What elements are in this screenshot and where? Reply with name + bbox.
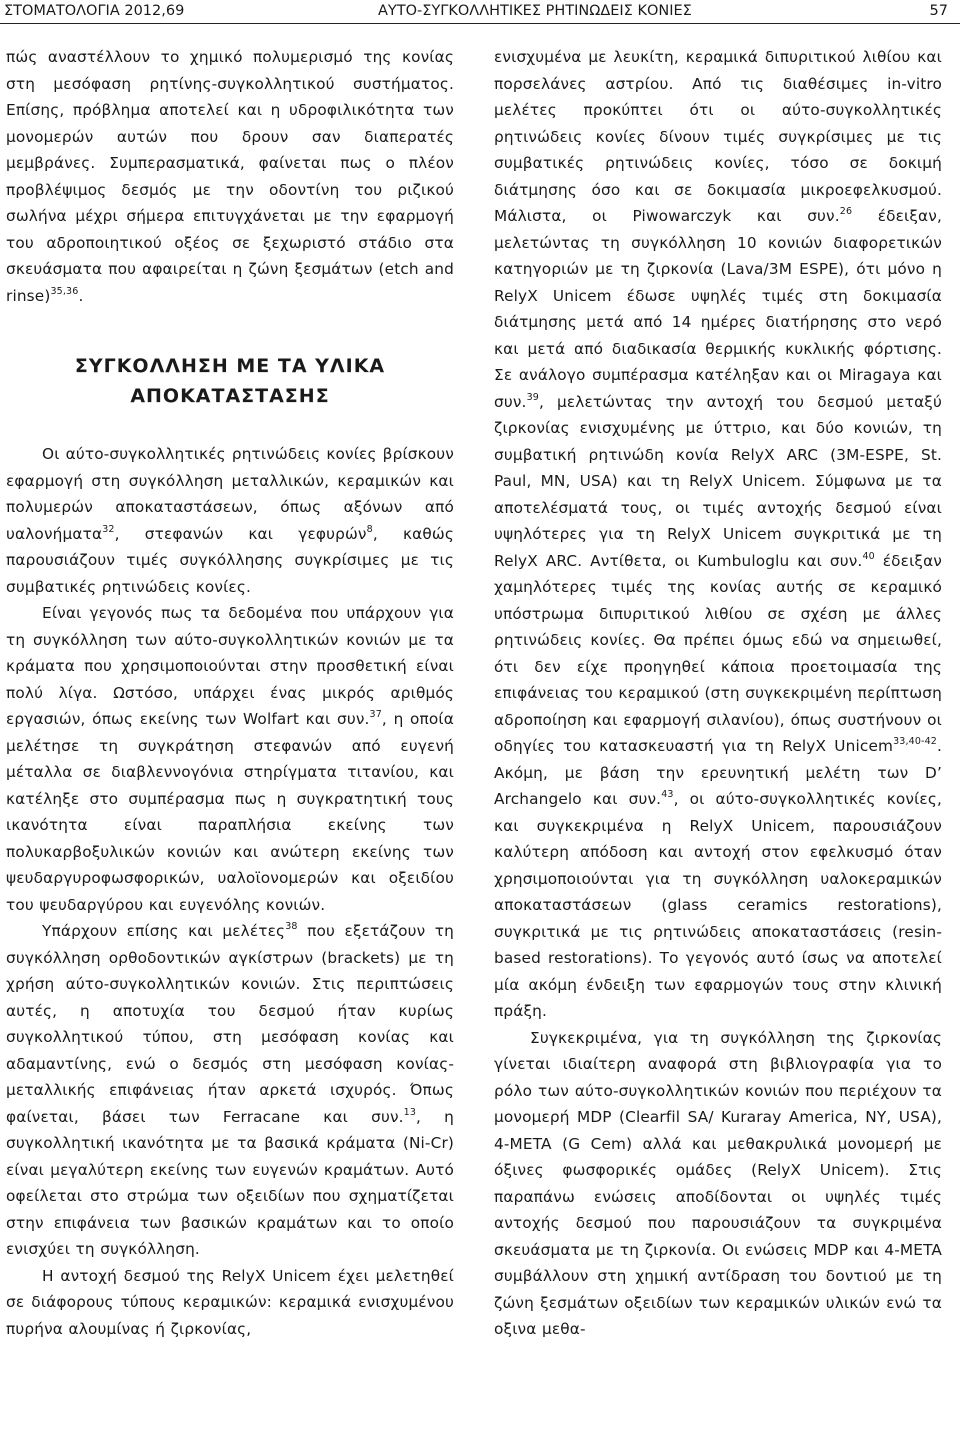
citation: 43 xyxy=(661,789,674,800)
paragraph: Υπάρχουν επίσης και μελέτες$^{38}$ που εξετάζουν τη συγκόλληση ορθοδοντικών αγκίστρων (brackets) με τη χρήση αύτο-συγκολλητικών κονιών. Στις περιπτώσεις αυτές, η αποτυχία του δεσμού ήταν κυρίως συγκολλητικού τύπου, στη μεσόφαση κονίας και αδαμαντίνης, ενώ ο δεσμός στη μεσόφαση κονίας-μεταλλικής επιφάνειας ήταν αρκετά ισχυρός. Όπως φαίνεται, βάσει των Ferracane και συν.$^{13}$, η συγκολλητική ικανότητα με τα βασικά κράματα (Ni-Cr) είναι μεγαλύτερη εκείνης των ευγενών κραμάτων. Αυτό οφείλεται στο στρώμα των οξειδίων που σχηματίζεται στην επιφάνεια των βασικών κραμάτων και το οποίο ενισχύει τη συγκόλληση. xyxy=(6,921,455,1258)
paragraph: Είναι γεγονός πως τα δεδομένα που υπάρχουν για τη συγκόλληση των αύτο-συγκολλητικών κονιών με τα κράματα που χρησιμοποιούνται στην προσθετική είναι πολύ λίγα. Ωστόσο, υπάρχει ένας μικρός αριθμός εργασιών, όπως εκείνης των Wolfart και συν.$^{37}$, η οποία μελέτησε τη συγκράτηση στεφανών από ευγενή μέταλλα σε διαβλεννογόνια στηρίγματα τιτανίου, και κατέληξε στο συμπέρασμα πως η συγκρατητική τους ικανότητα είναι παραπλήσια εκείνης των πολυκαρβοξυλικών κονιών και ανώτερη εκείνης των ψευδαργυροφωσφορικών, υαλοϊονομερών και οξειδίου του ψευδαργύρου και ευγενόλης κονιών. xyxy=(6,604,454,914)
paragraph-continuation: πώς αναστέλλουν το χημικό πολυμερισμό της κονίας στη μεσόφαση ρητίνης-συγκολλητικού συστήματος. Επίσης, πρόβλημα αποτελεί και η υδροφιλικότητα των μονομερών αυτών που δρουν σαν διαπερατές μεμβράνες. Συμπερασματικά, φαίνεται πως ο πλέον προβλέψιμος δεσμός με την οδοντίνη του ριζικού σωλήνα μέχρι σήμερα επιτυγχάνεται με την εφαρμογή του αδροποιητικού οξέος σε ξεχωριστό στάδιο στα σκευάσματα που αφαιρείται η ζώνη ξεσμάτων (etch and rinse)$^{35,36}$. xyxy=(6,48,454,305)
page-number: 57 xyxy=(929,3,948,19)
right-column xyxy=(494,44,942,1343)
left-column xyxy=(6,44,454,1342)
section-heading xyxy=(6,351,454,411)
citation: 37 xyxy=(369,709,382,720)
paragraph: Συγκεκριμένα, για τη συγκόλληση της ζιρκονίας γίνεται ιδιαίτερη αναφορά στη βιβλιογραφία για το ρόλο των αύτο-συγκολλητικών κονιών που περιέχουν τα μονομερή MDP (Clearfil SA/ Kuraray America, NY, USA), 4-META (G Cem) αλλά και μεθακρυλικά μονομερή με όξινες φωσφορικές ομάδες (RelyX Unicem). Στις παραπάνω ενώσεις αποδίδονται οι υψηλές τιμές αντοχής δεσμού που παρουσιάζουν τα συγκριμένα σκευάσματα με τη ζιρκονία. Οι ενώσεις MDP και 4-META συμβάλλουν στη χημική αντίδραση του δοντιού με τη ζώνη ξεσμάτων οξειδίων των κεραμικών υλικών ενώ τα οξινα μεθα- xyxy=(494,1028,942,1338)
paragraph: Η αντοχή δεσμού της RelyX Unicem έχει μελετηθεί σε διάφορους τύπους κεραμικών: κεραμικά ενισχυμένου πυρήνα αλουμίνας ή ζιρκονίας, xyxy=(6,1266,454,1338)
section-heading-line1: ΣΥΓΚΟΛΛΗΣΗ ΜΕ ΤΑ ΥΛΙΚΑ xyxy=(74,355,386,377)
section-heading-line2: ΑΠΟΚΑΤΑΣΤΑΣΗΣ xyxy=(130,385,330,407)
citation: 35,36 xyxy=(50,285,79,297)
citation: 39 xyxy=(526,391,539,403)
article-running-title: ΑΥΤΟ-ΣΥΓΚΟΛΛΗΤΙΚΕΣ ΡΗΤΙΝΩΔΕΙΣ ΚΟΝΙΕΣ xyxy=(378,3,692,19)
citation: 33,40-42 xyxy=(893,736,937,747)
citation: 32 xyxy=(102,523,115,535)
citation: 26 xyxy=(839,206,853,217)
citation: 8 xyxy=(366,523,373,535)
journal-name: ΣΤΟΜΑΤΟΛΟΓΙΑ 2012,69 xyxy=(4,3,185,19)
citation: 40 xyxy=(862,550,875,562)
citation: 38 xyxy=(285,921,298,932)
paragraph: Οι αύτο-συγκολλητικές ρητινώδεις κονίες βρίσκουν εφαρμογή στη συγκόλληση μεταλλικών, κεραμικών και πολυμερών αποκαταστάσεων, όπως αξόνων από υαλονήματα$^{32}$, στεφανών και γεφυρών$^8$, καθώς παρουσιάζουν τιμές συγκόλλησης συγκρίσιμες με τις συμβατικές ρητινώδεις κονίες. xyxy=(6,445,454,596)
citation: 13 xyxy=(403,1106,417,1118)
header-divider xyxy=(0,23,960,24)
paragraph-continuation: ενισχυμένα με λευκίτη, κεραμικά διπυριτικού λιθίου και πορσελάνες αστρίου. Από τις διαθέσιμες in-vitro μελέτες προκύπτει ότι οι αύτο-συγκολλητικές ρητινώδεις κονίες δίνουν τιμές συγκρίσιμες με τις συμβατικές ρητινώδεις κονίες, τόσο σε δοκιμή διάτμησης όσο και σε δοκιμασία μικροεφελκυσμού. Μάλιστα, οι Piwowarczyk και συν.$^{26}$ έδειξαν, μελετώντας τη συγκόλληση 10 κονιών διαφορετικών κατηγοριών με τη ζιρκονία (Lava/3M ESPE), ότι μόνο η RelyX Unicem έδωσε υψηλές τιμές στη δοκιμασία διάτμησης μετά από 14 ημέρες διατήρησης στο νερό και μετά από διαδικασία θερμικής κυκλικής φόρτισης. Σε ανάλογο συμπέρασμα κατέληξαν και οι Miragaya και συν.$^{39}$, μελετώντας την αντοχή του δεσμού μεταξύ ζιρκονίας ενισχυμένης με ύττριο, και δύο κονιών, τη συμβατική ρητινώδη κονία RelyX ARC (3M-ESPE, St. Paul, MN, USA) και τη RelyX Unicem. Σύμφωνα με τα αποτελέσματά τους, οι τιμές αντοχής δεσμού είναι υψηλότερες για τη RelyX Unicem συγκριτικά με τη RelyX ARC. Αντίθετα, οι Kumbuloglu και συν.$^{40}$ έδειξαν χαμηλότερες τιμές της κονίας αυτής σε κεραμικό υπόστρωμα διπυριτικού λιθίου σε σχέση με άλλες ρητινώδεις κονίες. Θα πρέπει όμως εδώ να σημειωθεί, ότι δεν είχε προηγηθεί κάποια προετοιμασία της επιφάνειας του κεραμικού (στη συγκεκριμένη περίπτωση αδροποίηση και εφαρμογή σιλανίου), όπως συστήνουν οι οδηγίες του κατασκευαστή για τη RelyX Unicem$^{33,40-42}$. Ακόμη, με βάση την ερευνητική μελέτη των D’ Archangelo και συν.$^{43}$, οι αύτο-συγκολλητικές κονίες, και συγκεκριμένα η RelyX Unicem, παρουσιάζουν καλύτερη απόδοση και αντοχή στον εφελκυσμό όταν χρησιμοποιούνται για τη συγκόλληση υαλοκεραμικών αποκαταστάσεων (glass ceramics restorations), συγκριτικά με τις ρητινώδεις αποκαταστάσεις (resin-based restorations). Το γεγονός αυτό ίσως να αποτελεί μία ακόμη ένδειξη των εφαρμογών τους στην κλινική πράξη. xyxy=(494,48,943,1020)
